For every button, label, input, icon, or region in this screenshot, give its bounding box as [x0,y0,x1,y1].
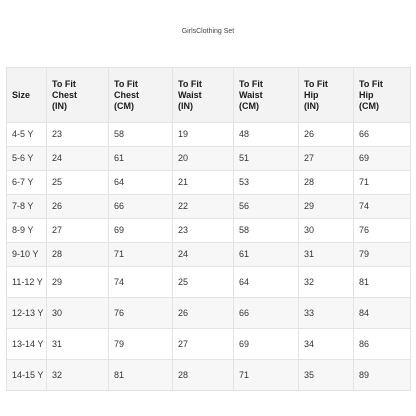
hip-cm-cell: 86 [354,329,411,360]
waist-cm-cell: 58 [234,219,299,243]
waist-cm-cell: 53 [234,171,299,195]
chest-cm-header [109,68,173,123]
header-line: (CM) [114,100,134,111]
chest-in-cell: 28 [47,243,109,267]
waist-in-cell: 27 [173,329,234,360]
hip-in-cell: 29 [299,195,354,219]
size-cell: 4-5 Y [7,123,47,147]
waist-cm-cell: 61 [234,243,299,267]
waist-in-cell: 25 [173,267,234,298]
header-line: Waist [178,89,202,100]
waist-in-cell: 24 [173,243,234,267]
header-line: To Fit [114,78,138,89]
table-row [7,171,411,195]
size-cell: 14-15 Y [7,360,47,391]
header-line: To Fit [304,78,328,89]
header-line: (CM) [239,100,259,111]
hip-in-cell: 32 [299,267,354,298]
header-line: Size [12,89,31,100]
waist-in-cell: 26 [173,298,234,329]
hip-cm-cell: 84 [354,298,411,329]
table-row [7,195,411,219]
chest-in-cell: 31 [47,329,109,360]
document-title: GirlsClothing Set [181,28,235,35]
hip-cm-cell: 69 [354,147,411,171]
hip-in-header [299,68,354,123]
hip-cm-cell: 66 [354,123,411,147]
hip-cm-cell: 89 [354,360,411,391]
waist-cm-cell: 51 [234,147,299,171]
chest-in-header [47,68,109,123]
table-row [7,298,411,329]
header-line: (IN) [52,100,67,111]
header-line: (IN) [304,100,319,111]
waist-in-cell: 21 [173,171,234,195]
size-cell: 7-8 Y [7,195,47,219]
hip-cm-cell: 81 [354,267,411,298]
size-header [7,68,47,123]
size-cell: 9-10 Y [7,243,47,267]
waist-cm-cell: 56 [234,195,299,219]
chest-cm-cell: 58 [109,123,173,147]
chest-cm-cell: 76 [109,298,173,329]
header-line: To Fit [359,78,383,89]
table-row [7,123,411,147]
table-body [7,123,411,391]
chest-in-cell: 24 [47,147,109,171]
table-row [7,267,411,298]
table-row [7,329,411,360]
chest-cm-cell: 74 [109,267,173,298]
chest-cm-cell: 69 [109,219,173,243]
table-row [7,219,411,243]
table-row [7,360,411,391]
waist-in-header [173,68,234,123]
size-chart-table [6,67,411,391]
chest-in-cell: 29 [47,267,109,298]
size-cell: 12-13 Y [7,298,47,329]
size-cell: 5-6 Y [7,147,47,171]
waist-in-cell: 28 [173,360,234,391]
header-line: Hip [359,89,374,100]
hip-cm-cell: 71 [354,171,411,195]
size-cell: 8-9 Y [7,219,47,243]
hip-in-cell: 33 [299,298,354,329]
hip-cm-cell: 74 [354,195,411,219]
waist-in-cell: 20 [173,147,234,171]
chest-in-cell: 26 [47,195,109,219]
table-row [7,147,411,171]
hip-cm-cell: 79 [354,243,411,267]
hip-in-cell: 28 [299,171,354,195]
waist-cm-cell: 48 [234,123,299,147]
chest-in-cell: 23 [47,123,109,147]
header-line: To Fit [178,78,202,89]
size-cell: 13-14 Y [7,329,47,360]
waist-cm-header [234,68,299,123]
hip-in-cell: 35 [299,360,354,391]
hip-in-cell: 26 [299,123,354,147]
chest-cm-cell: 81 [109,360,173,391]
header-line: (IN) [178,100,193,111]
hip-in-cell: 30 [299,219,354,243]
header-line: To Fit [52,78,76,89]
size-cell: 11-12 Y [7,267,47,298]
chest-cm-cell: 64 [109,171,173,195]
chest-in-cell: 32 [47,360,109,391]
waist-in-cell: 19 [173,123,234,147]
header-line: To Fit [239,78,263,89]
header-row [7,68,411,123]
header-line: Chest [52,89,78,100]
hip-in-cell: 31 [299,243,354,267]
header-line: (CM) [359,100,379,111]
waist-cm-cell: 69 [234,329,299,360]
hip-cm-header [354,68,411,123]
hip-in-cell: 34 [299,329,354,360]
chest-cm-cell: 61 [109,147,173,171]
waist-in-cell: 23 [173,219,234,243]
waist-cm-cell: 66 [234,298,299,329]
hip-cm-cell: 76 [354,219,411,243]
waist-cm-cell: 64 [234,267,299,298]
header-line: Hip [304,89,319,100]
chest-cm-cell: 66 [109,195,173,219]
header-line: Chest [114,89,140,100]
header-line: Waist [239,89,263,100]
waist-in-cell: 22 [173,195,234,219]
hip-in-cell: 27 [299,147,354,171]
table-row [7,243,411,267]
chest-cm-cell: 79 [109,329,173,360]
chest-in-cell: 30 [47,298,109,329]
chest-in-cell: 27 [47,219,109,243]
waist-cm-cell: 71 [234,360,299,391]
size-cell: 6-7 Y [7,171,47,195]
chest-cm-cell: 71 [109,243,173,267]
chest-in-cell: 25 [47,171,109,195]
